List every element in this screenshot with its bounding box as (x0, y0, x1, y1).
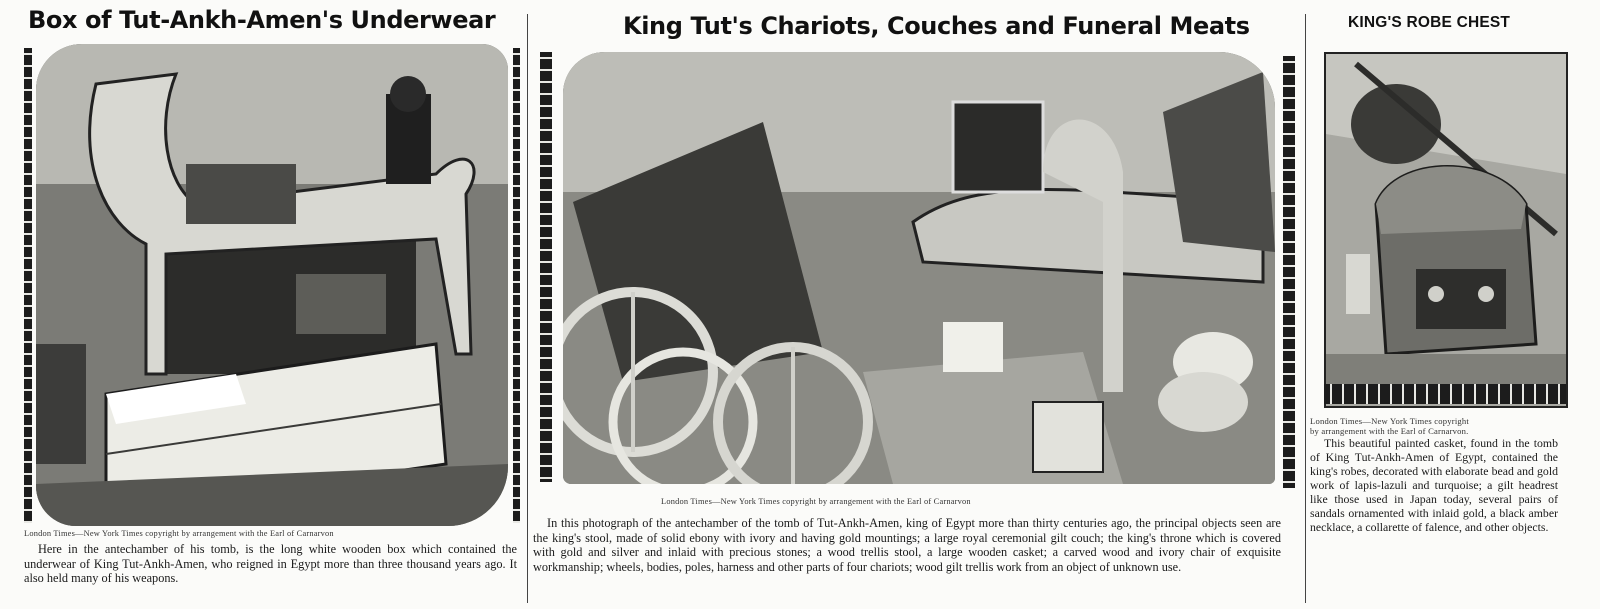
right-headline: KING'S ROBE CHEST (1348, 14, 1511, 31)
robe-chest-photo-border (1324, 384, 1566, 404)
center-photo-credit: London Times—New York Times copyright by arrangement with the Earl of Carnarvon (661, 497, 971, 506)
center-photo-border-right (1283, 56, 1295, 488)
center-article (533, 0, 1303, 609)
underwear-box-photo (36, 44, 508, 526)
left-article (0, 0, 530, 609)
right-photo-credit-line1: London Times—New York Times copyright (1310, 416, 1470, 426)
left-headline: Box of Tut-Ankh-Amen's Underwear (28, 6, 496, 34)
column-divider-2 (1305, 14, 1306, 603)
underwear-box-photo-art (36, 44, 508, 526)
antechamber-photo-art (563, 52, 1275, 484)
robe-chest-photo-art (1326, 54, 1566, 406)
left-photo-border-left (24, 48, 32, 523)
right-caption: This beautiful painted casket, found in the tomb of King Tut-Ankh-Amen of Egypt, contained the king's robes, decorated with elaborate bead and gold work of lapis-lazuli and turquoise; a gilt headrest like those used in Japan today, several pairs of sandals ornamented with inlaid gold, a black amber necklace, a collarette of falence, and other objects. (1310, 436, 1558, 534)
left-photo-border-right (513, 48, 520, 523)
right-article (1310, 0, 1600, 609)
left-photo-credit: London Times—New York Times copyright by arrangement with the Earl of Carnarvon (24, 529, 334, 538)
right-photo-credit-line2: by arrangement with the Earl of Carnarvon. (1310, 426, 1469, 436)
left-caption: Here in the antechamber of his tomb, is the long white wooden box which contained the underwear of King Tut-Ankh-Amen, who reigned in Egypt more than three thousand years ago. It also held many of his weapons. (24, 542, 517, 585)
center-photo-border-left (540, 52, 552, 482)
robe-chest-photo (1324, 52, 1568, 408)
center-caption: In this photograph of the antechamber of the tomb of Tut-Ankh-Amen, king of Egypt more than thirty centuries ago, the principal objects seen are the king's stool, made of solid ebony with ivory and having gold mountings; a large royal ceremonial gilt couch; the king's throne which is covered with gold and silver and inlaid with precious stones; a wood trellis stool, a large wooden casket; a carved wood and ivory chair of exquisite workmanship; wheels, bodies, poles, harness and other parts of four chariots; wood gilt trellis work from an object of unknown use. (533, 516, 1281, 574)
antechamber-photo (563, 52, 1275, 484)
center-headline: King Tut's Chariots, Couches and Funeral Meats (623, 12, 1250, 40)
column-divider-1 (527, 14, 528, 603)
